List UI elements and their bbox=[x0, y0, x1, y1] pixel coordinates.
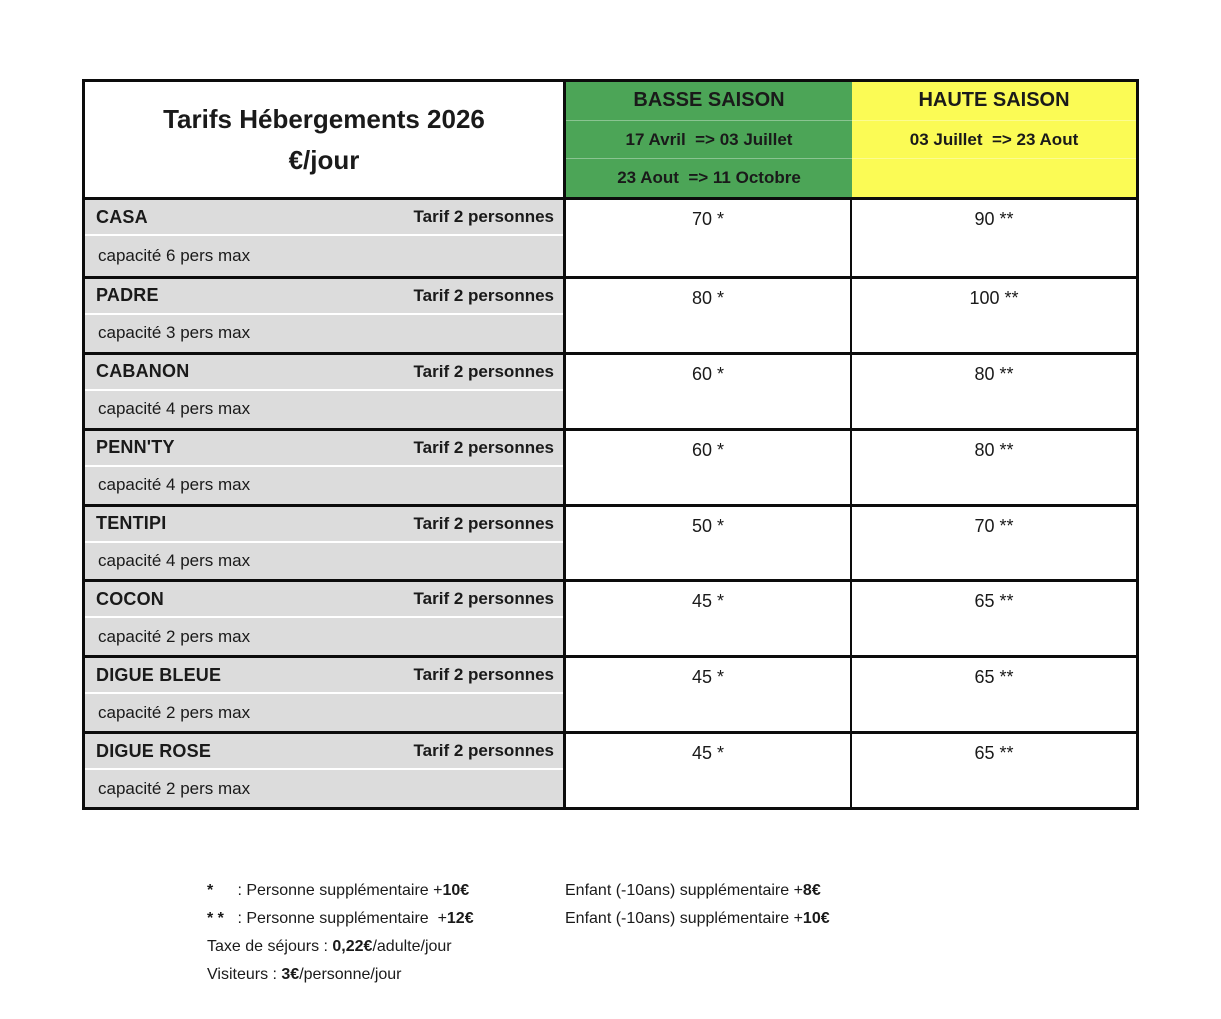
tariff-table bbox=[82, 79, 1139, 810]
table-row bbox=[85, 200, 1136, 276]
accommodation-name-row bbox=[85, 658, 563, 694]
basse-saison-price: 50 * bbox=[566, 507, 852, 580]
footnote-extra-person-1: * : Personne supplémentaire +10€ bbox=[207, 882, 470, 899]
capacity-label: capacité 2 pers max bbox=[98, 626, 251, 646]
accommodation-name: PADRE bbox=[96, 285, 159, 306]
capacity-label: capacité 6 pers max bbox=[98, 245, 251, 265]
accommodation-name: TENTIPI bbox=[96, 513, 167, 533]
table-row bbox=[85, 276, 1136, 352]
table-row bbox=[85, 352, 1136, 428]
footnote-extra-person-2: * * : Personne supplémentaire +12€ bbox=[207, 910, 474, 927]
table-row bbox=[85, 655, 1136, 731]
price-unit-label: €/jour bbox=[288, 144, 360, 175]
accommodation-name: CASA bbox=[96, 206, 148, 227]
tarif-label: Tarif 2 personnes bbox=[413, 285, 554, 305]
haute-saison-period-1: 03 Juillet => 23 Aout bbox=[909, 129, 1079, 149]
table-rows bbox=[85, 200, 1136, 807]
haute-saison-price: 90 ** bbox=[852, 200, 1136, 276]
accommodation-cell bbox=[85, 507, 566, 580]
accommodation-name: DIGUE BLEUE bbox=[96, 664, 222, 685]
capacity-row bbox=[85, 543, 563, 580]
footnote-tourist-tax: Taxe de séjours : 0,22€/adulte/jour bbox=[207, 938, 452, 955]
capacity-row bbox=[85, 467, 563, 504]
table-row bbox=[85, 428, 1136, 504]
haute-saison-price: 70 ** bbox=[852, 507, 1136, 580]
accommodation-cell bbox=[85, 582, 566, 655]
footnote-extra-child-2: Enfant (-10ans) supplémentaire +10€ bbox=[565, 910, 830, 927]
accommodation-name-row bbox=[85, 582, 563, 618]
footnote-extra-child-1: Enfant (-10ans) supplémentaire +8€ bbox=[565, 882, 821, 899]
capacity-row bbox=[85, 315, 563, 352]
table-title-cell bbox=[85, 82, 566, 197]
accommodation-name-row bbox=[85, 200, 563, 236]
capacity-row bbox=[85, 618, 563, 655]
table-header-row bbox=[85, 82, 1136, 200]
footnotes bbox=[207, 877, 830, 989]
page-title: Tarifs Hébergements 2026 bbox=[163, 103, 485, 134]
table-row bbox=[85, 731, 1136, 807]
accommodation-name-row bbox=[85, 734, 563, 770]
haute-saison-price: 65 ** bbox=[852, 734, 1136, 807]
basse-saison-price: 60 * bbox=[566, 355, 852, 428]
accommodation-name: CABANON bbox=[96, 361, 190, 382]
capacity-label: capacité 4 pers max bbox=[98, 550, 251, 570]
tarif-label: Tarif 2 personnes bbox=[413, 207, 554, 226]
basse-saison-header bbox=[566, 82, 852, 197]
accommodation-name: PENN'TY bbox=[96, 437, 175, 458]
table-row bbox=[85, 579, 1136, 655]
accommodation-cell bbox=[85, 279, 566, 352]
basse-saison-period-1: 17 Avril => 03 Juillet bbox=[625, 129, 793, 149]
haute-saison-price: 65 ** bbox=[852, 658, 1136, 731]
tarif-label: Tarif 2 personnes bbox=[413, 589, 554, 609]
footnote-visitors: Visiteurs : 3€/personne/jour bbox=[207, 966, 402, 983]
capacity-label: capacité 4 pers max bbox=[98, 399, 251, 419]
accommodation-name-row bbox=[85, 279, 563, 315]
accommodation-cell bbox=[85, 734, 566, 807]
accommodation-cell bbox=[85, 431, 566, 504]
basse-saison-period-2: 23 Aout => 11 Octobre bbox=[617, 168, 801, 188]
tarif-label: Tarif 2 personnes bbox=[413, 361, 554, 381]
accommodation-cell bbox=[85, 658, 566, 731]
accommodation-name-row bbox=[85, 431, 563, 467]
capacity-label: capacité 3 pers max bbox=[98, 323, 251, 343]
capacity-label: capacité 2 pers max bbox=[98, 778, 251, 798]
capacity-row bbox=[85, 236, 563, 276]
haute-saison-price: 65 ** bbox=[852, 582, 1136, 655]
basse-saison-price: 80 * bbox=[566, 279, 852, 352]
haute-saison-price: 80 ** bbox=[852, 431, 1136, 504]
basse-saison-price: 70 * bbox=[566, 200, 852, 276]
haute-saison-price: 80 ** bbox=[852, 355, 1136, 428]
capacity-row bbox=[85, 391, 563, 428]
capacity-row bbox=[85, 770, 563, 807]
basse-saison-price: 45 * bbox=[566, 582, 852, 655]
accommodation-cell bbox=[85, 200, 566, 276]
haute-saison-header bbox=[852, 82, 1136, 197]
basse-saison-label: BASSE SAISON bbox=[633, 89, 785, 112]
accommodation-cell bbox=[85, 355, 566, 428]
capacity-label: capacité 4 pers max bbox=[98, 475, 251, 495]
haute-saison-label: HAUTE SAISON bbox=[918, 89, 1070, 112]
tarif-label: Tarif 2 personnes bbox=[413, 741, 554, 761]
accommodation-name: DIGUE ROSE bbox=[96, 740, 212, 761]
tarif-label: Tarif 2 personnes bbox=[413, 513, 554, 533]
capacity-row bbox=[85, 694, 563, 731]
capacity-label: capacité 2 pers max bbox=[98, 702, 251, 722]
accommodation-name-row bbox=[85, 507, 563, 543]
accommodation-name-row bbox=[85, 355, 563, 391]
haute-saison-price: 100 ** bbox=[852, 279, 1136, 352]
accommodation-name: COCON bbox=[96, 588, 164, 609]
basse-saison-price: 60 * bbox=[566, 431, 852, 504]
tarif-label: Tarif 2 personnes bbox=[413, 665, 554, 685]
basse-saison-price: 45 * bbox=[566, 734, 852, 807]
tarif-label: Tarif 2 personnes bbox=[413, 437, 554, 457]
basse-saison-price: 45 * bbox=[566, 658, 852, 731]
table-row bbox=[85, 504, 1136, 580]
